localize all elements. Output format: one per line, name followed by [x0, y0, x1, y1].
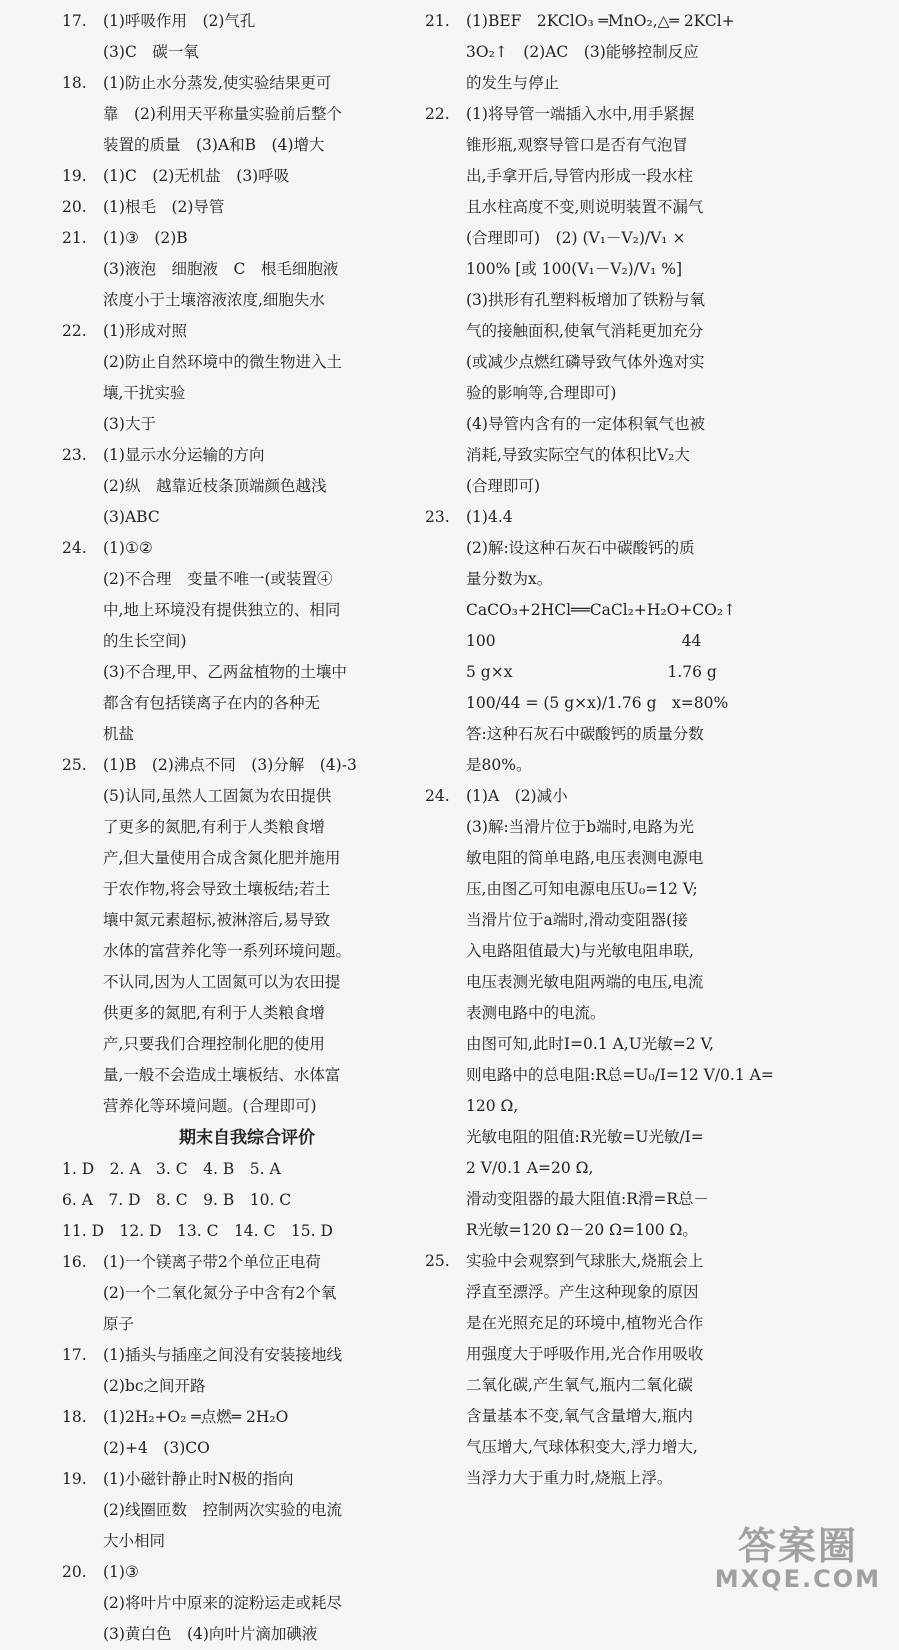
answer-line: (2)线圈匝数 控制两次实验的电流 [103, 1501, 342, 1519]
answer-line: 二氧化碳,产生氧气,瓶内二氧化碳 [466, 1376, 693, 1394]
answer-line: (或减少点燃红磷导致气体外逸对实 [466, 353, 705, 371]
answer-line: 大小相同 [103, 1532, 166, 1550]
answer-line: 了更多的氮肥,有利于人类粮食增 [103, 818, 325, 836]
question-number: 20. [62, 1563, 87, 1581]
answer-line: (1)一个镁离子带2个单位正电荷 [103, 1253, 321, 1271]
answer-item [62, 1464, 422, 1557]
answer-item [62, 68, 422, 161]
answer-item [62, 161, 422, 192]
answer-item [62, 1557, 422, 1650]
answer-line: (3)C 碳一氧 [103, 43, 199, 61]
answer-line: 3O₂↑ (2)AC (3)能够控制反应 [466, 43, 699, 61]
question-number: 25. [425, 1252, 450, 1270]
question-number: 21. [62, 229, 87, 247]
answer-line: 浓度小于土壤溶液浓度,细胞失水 [103, 291, 325, 309]
answer-item [425, 502, 777, 781]
answer-line: 的生长空间) [103, 632, 187, 650]
answer-line: 光敏电阻的阻值:R光敏=U光敏/I= [466, 1128, 704, 1146]
answer-line: 机盐 [103, 725, 135, 743]
answer-line: (3)拱形有孔塑料板增加了铁粉与氧 [466, 291, 705, 309]
answer-line: 锥形瓶,观察导管口是否有气泡冒 [466, 136, 688, 154]
question-number: 24. [425, 787, 450, 805]
answer-line: CaCO₃+2HCl══CaCl₂+H₂O+CO₂↑ [466, 601, 737, 619]
answer-line: 装置的质量 (3)A和B (4)增大 [103, 136, 325, 154]
answer-line: (3)解:当滑片位于b端时,电路为光 [466, 818, 695, 836]
answer-line: (1)2H₂+O₂ ═点燃═ 2H₂O [103, 1408, 289, 1426]
answer-line: 浮直至漂浮。产生这种现象的原因 [466, 1283, 699, 1301]
answer-line: (2)不合理 变量不唯一(或装置④ [103, 570, 333, 588]
answer-item [425, 99, 777, 502]
question-number: 17. [62, 12, 87, 30]
multiple-choice-line: 6. A 7. D 8. C 9. B 10. C [62, 1191, 292, 1209]
answer-line: 表测电路中的电流。 [466, 1004, 606, 1022]
question-number: 22. [425, 105, 450, 123]
answer-line: 用强度大于呼吸作用,光合作用吸收 [466, 1345, 704, 1363]
right-column [425, 6, 777, 1494]
question-number: 25. [62, 756, 87, 774]
question-number: 19. [62, 1470, 87, 1488]
answer-line: 入电路阻值最大)与光敏电阻串联, [466, 942, 694, 960]
question-number: 18. [62, 74, 87, 92]
answer-line: 且水柱高度不变,则说明装置不漏气 [466, 198, 704, 216]
answers-right-section [425, 6, 777, 1494]
answer-line: 原子 [103, 1315, 135, 1333]
answer-line: 压,由图乙可知电源电压U₀=12 V; [466, 880, 698, 898]
answer-line: (4)导管内含有的一定体积氧气也被 [466, 415, 705, 433]
answer-line: 不认同,因为人工固氮可以为农田提 [103, 973, 341, 991]
multiple-choice-answers [62, 1154, 422, 1247]
answer-line: (1)C (2)无机盐 (3)呼吸 [103, 167, 290, 185]
answer-line: (1)将导管一端插入水中,用手紧握 [466, 105, 695, 123]
answer-line: 营养化等环境问题。(合理即可) [103, 1097, 317, 1115]
question-number: 23. [62, 446, 87, 464]
answer-line: (1)③ [103, 1563, 139, 1581]
answer-item [425, 6, 777, 99]
question-number: 21. [425, 12, 450, 30]
answer-line: 气压增大,气球体积变大,浮力增大, [466, 1438, 698, 1456]
answer-line: 中,地上环境没有提供独立的、相同 [103, 601, 341, 619]
answer-line: (3)大于 [103, 415, 156, 433]
question-number: 17. [62, 1346, 87, 1364]
answer-line: (2)解:设这种石灰石中碳酸钙的质 [466, 539, 695, 557]
answer-line: (合理即可) (2) (V₁－V₂)/V₁ × [466, 229, 686, 247]
answer-line: 敏电阻的简单电路,电压表测电源电 [466, 849, 704, 867]
question-number: 20. [62, 198, 87, 216]
answer-line: (5)认同,虽然人工固氮为农田提供 [103, 787, 332, 805]
question-number: 19. [62, 167, 87, 185]
answer-line: (1)A (2)减小 [466, 787, 568, 805]
answer-line: 都含有包括镁离子在内的各种无 [103, 694, 321, 712]
section-title: 期末自我综合评价 [179, 1128, 315, 1148]
answer-line: (1)4.4 [466, 508, 513, 526]
answer-item [425, 1246, 777, 1494]
question-number: 22. [62, 322, 87, 340]
answer-line: R光敏=120 Ω－20 Ω=100 Ω。 [466, 1221, 698, 1239]
answer-line: 当滑片位于a端时,滑动变阻器(接 [466, 911, 688, 929]
answer-item [62, 750, 422, 1122]
multiple-choice-line: 1. D 2. A 3. C 4. B 5. A [62, 1160, 281, 1178]
answer-line: 是在光照充足的环境中,植物光合作 [466, 1314, 704, 1332]
answer-line: 于农作物,将会导致土壤板结;若土 [103, 880, 331, 898]
multiple-choice-line: 11. D 12. D 13. C 14. C 15. D [62, 1222, 333, 1240]
answer-line: 由图可知,此时I=0.1 A,U光敏=2 V, [466, 1035, 714, 1053]
answer-line: (1)形成对照 [103, 322, 187, 340]
answer-line: 则电路中的总电阻:R总=U₀/I=12 V/0.1 A= [466, 1066, 774, 1084]
answer-line: (1)呼吸作用 (2)气孔 [103, 12, 256, 30]
answer-line: 量,一般不会造成土壤板结、水体富 [103, 1066, 341, 1084]
answer-line: (3)ABC [103, 508, 160, 526]
answer-line: 含量基本不变,氧气含量增大,瓶内 [466, 1407, 693, 1425]
answer-line: 量分数为x。 [466, 570, 553, 588]
answer-line: (1)插头与插座之间没有安装接地线 [103, 1346, 342, 1364]
answer-line: 100/44 = (5 g×x)/1.76 g x=80% [466, 694, 729, 712]
answer-line: (2)+4 (3)CO [103, 1439, 210, 1457]
answer-item [425, 781, 777, 1246]
question-number: 16. [62, 1253, 87, 1271]
watermark-logo-text: 答案圈 [737, 1524, 858, 1568]
answer-line: (1)BEF 2KClO₃ ═MnO₂,△═ 2KCl+ [466, 12, 735, 30]
answer-line: 实验中会观察到气球胀大,烧瓶会上 [466, 1252, 704, 1270]
answer-line: 120 Ω, [466, 1097, 519, 1115]
watermark-site-text: MXQE.COM [714, 1565, 881, 1593]
answer-line: 滑动变阻器的最大阻值:R滑=R总－ [466, 1190, 710, 1208]
answers-second-section [62, 1247, 422, 1650]
question-number: 24. [62, 539, 87, 557]
answer-line: 靠 (2)利用天平称量实验前后整个 [103, 105, 342, 123]
answer-item [62, 1402, 422, 1464]
answer-line: (3)液泡 细胞液 C 根毛细胞液 [103, 260, 339, 278]
answer-item [62, 1340, 422, 1402]
answer-item [62, 316, 422, 440]
answer-item [62, 440, 422, 533]
answer-line: 5 g×x 1.76 g [466, 663, 717, 681]
answer-line: (2)纵 越靠近枝条顶端颜色越浅 [103, 477, 327, 495]
answer-line: 100 44 [466, 632, 702, 650]
answer-line: 的发生与停止 [466, 74, 560, 92]
answer-line: 壤,干扰实验 [103, 384, 186, 402]
answer-line: 产,但大量使用合成含氮化肥并施用 [103, 849, 341, 867]
answer-line: (2)一个二氧化氮分子中含有2个氧 [103, 1284, 337, 1302]
answer-item [62, 6, 422, 68]
answer-line: (2)将叶片中原来的淀粉运走或耗尽 [103, 1594, 342, 1612]
answers-first-section [62, 6, 422, 1122]
answer-line: 气的接触面积,使氧气消耗更加充分 [466, 322, 704, 340]
answer-line: (1)①② [103, 539, 153, 557]
answer-line: (2)bc之间开路 [103, 1377, 206, 1395]
answer-line: (1)防止水分蒸发,使实验结果更可 [103, 74, 332, 92]
answer-item [62, 223, 422, 316]
answer-line: (合理即可) [466, 477, 541, 495]
answer-line: 消耗,导致实际空气的体积比V₂大 [466, 446, 690, 464]
answer-line: (1)显示水分运输的方向 [103, 446, 265, 464]
answer-line: (1)根毛 (2)导管 [103, 198, 225, 216]
answer-line: 100% [或 100(V₁－V₂)/V₁ %] [466, 260, 683, 278]
answer-line: (1)③ (2)B [103, 229, 188, 247]
answer-line: 出,手拿开后,导管内形成一段水柱 [466, 167, 693, 185]
answer-item [62, 192, 422, 223]
answer-item [62, 533, 422, 750]
answer-line: 答:这种石灰石中碳酸钙的质量分数 [466, 725, 704, 743]
answer-line: 验的影响等,合理即可) [466, 384, 617, 402]
answer-line: 当浮力大于重力时,烧瓶上浮。 [466, 1469, 673, 1487]
answer-item [62, 1247, 422, 1340]
answer-line: (3)不合理,甲、乙两盆植物的土壤中 [103, 663, 347, 681]
watermark-logo [715, 1526, 881, 1592]
answer-line: 水体的富营养化等一系列环境问题。 [103, 942, 352, 960]
question-number: 23. [425, 508, 450, 526]
answer-line: (3)黄白色 (4)向叶片滴加碘液 [103, 1625, 318, 1643]
question-number: 18. [62, 1408, 87, 1426]
answer-line: 2 V/0.1 A=20 Ω, [466, 1159, 594, 1177]
answer-line: 壤中氮元素超标,被淋溶后,易导致 [103, 911, 330, 929]
answer-line: (1)B (2)沸点不同 (3)分解 (4)-3 [103, 756, 357, 774]
answer-line: (1)小磁针静止时N极的指向 [103, 1470, 294, 1488]
answer-line: 供更多的氮肥,有利于人类粮食增 [103, 1004, 325, 1022]
answer-line: 电压表测光敏电阻两端的电压,电流 [466, 973, 704, 991]
answer-line: (2)防止自然环境中的微生物进入土 [103, 353, 342, 371]
answer-line: 是80%。 [466, 756, 532, 774]
answer-line: 产,只要我们合理控制化肥的使用 [103, 1035, 325, 1053]
left-column [62, 6, 422, 1650]
